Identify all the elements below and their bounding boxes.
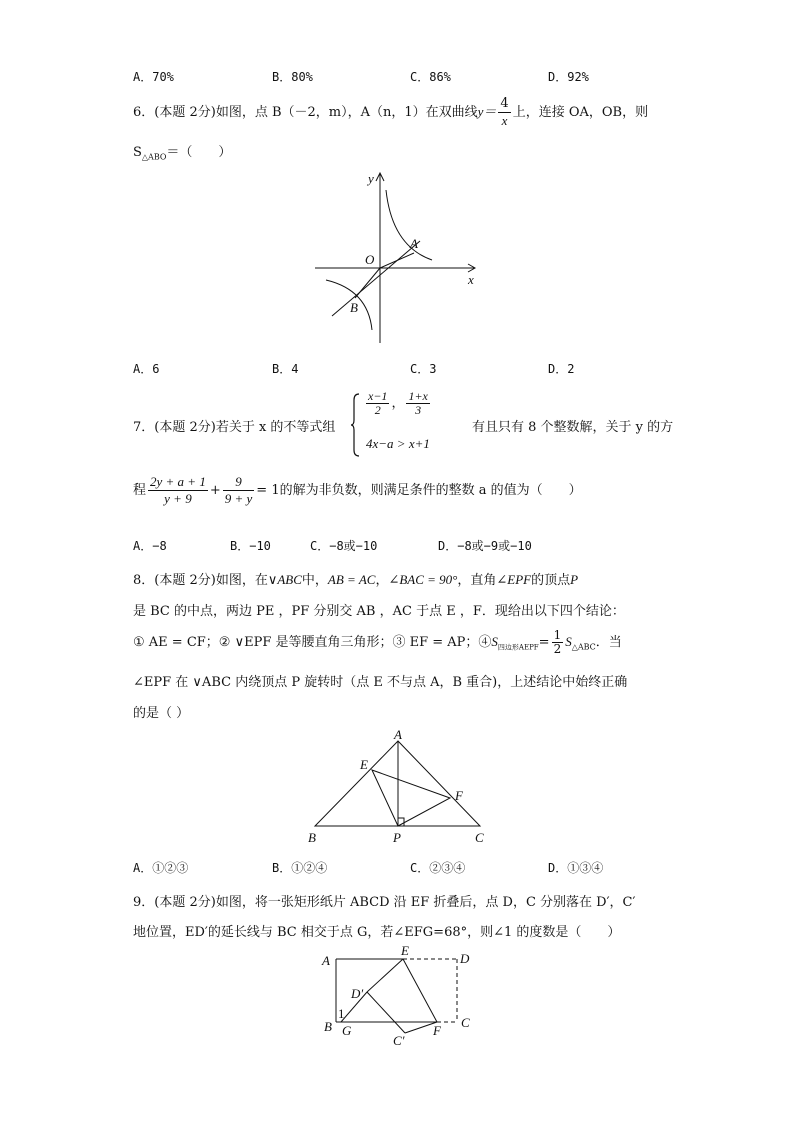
q6-label-a: A	[410, 236, 418, 251]
q6-segment-oa	[380, 253, 414, 268]
q9-label-e: E	[401, 945, 409, 958]
q7-prefix: 7．(本题 2分)若关于 x 的不等式组	[133, 420, 336, 435]
q7-sys-frac1-num: x−1	[368, 389, 388, 403]
q7-line2-prefix: 程	[133, 483, 147, 498]
q6-label-b: B	[350, 300, 358, 315]
q7-sys-frac2-num: 1+x	[408, 389, 428, 403]
q8-line1-a: 8．(本题 2分)如图，在	[133, 573, 268, 588]
q8-label-b: B	[308, 830, 316, 845]
q9-label-c-prime: C′	[393, 1033, 405, 1048]
q7-eq-frac1-num: 2y + a + 1	[150, 474, 206, 489]
q8-line1-i: P	[570, 572, 579, 587]
q7-suffix: 有且只有 8 个整数解，关于 y 的方	[472, 420, 674, 435]
q7-option-b: B．−10	[230, 539, 271, 553]
q8-line1-tri: ∨ABC	[267, 572, 302, 587]
q6-prefix: 6．(本题 2分)如图，点 B（－2，m），A（n，1）在双曲线	[133, 105, 478, 120]
q6-label-x: x	[468, 272, 474, 287]
q7-eq-frac1-den: y + 9	[164, 491, 192, 506]
q6-label-o: O	[365, 252, 375, 267]
q6-stem-line2	[133, 141, 231, 162]
q7-option-c: C．−8或−10	[310, 539, 378, 553]
q6-segment-ob	[355, 268, 380, 298]
q9-label-b: B	[324, 1019, 332, 1034]
q6-s: S	[133, 145, 142, 160]
q6-fraction	[498, 96, 510, 129]
q7-line2	[133, 474, 582, 507]
q6-stem	[133, 96, 648, 129]
q8-figure	[300, 725, 500, 850]
q9-label-angle-1: 1	[338, 1006, 345, 1021]
q6-frac-den: x	[501, 113, 508, 128]
q6-option-a: A．6	[133, 362, 160, 376]
q6-line-through-ab	[332, 241, 420, 316]
q8-line1	[133, 569, 578, 588]
q8-line4: ∠EPF 在 ∨ABC 内绕顶点 P 旋转时（点 E 不与点 A，B 重合)，上述结论中始终正确	[133, 675, 628, 690]
q8-line1-f: ，直角	[457, 573, 497, 588]
q8-line3-s: S	[491, 634, 498, 649]
q9-label-a: A	[322, 953, 330, 968]
q8-line3-s2: S	[565, 634, 572, 649]
q7-option-a: A．−8	[133, 539, 167, 553]
q8-line1-g: ∠EPF	[496, 572, 532, 587]
q6-option-d: D．2	[548, 362, 575, 376]
q5-option-b: B．80%	[272, 70, 313, 84]
q6-option-c: C．3	[410, 362, 437, 376]
q8-line3-end: ．当	[595, 635, 622, 650]
q9-edge-ed-prime	[367, 959, 403, 992]
q8-label-p: P	[393, 830, 401, 845]
q6-s-rest: ＝（ ）	[166, 145, 232, 160]
q7-eq-frac2-den: 9 + y	[224, 491, 253, 506]
q7-sys-row1	[364, 390, 432, 417]
q5-option-a: A．70%	[133, 70, 174, 84]
q9-line2: 地位置，ED′的延长线与 BC 相交于点 G，若∠EFG=68°，则∠1 的度数是（ ）	[133, 925, 621, 940]
q7-sys-frac2-den: 3	[415, 403, 422, 417]
q9-fold-line-ef	[403, 959, 437, 1022]
q8-line1-b: 中，	[301, 573, 328, 588]
q7-brace	[350, 392, 360, 458]
q9-label-c: C	[461, 1015, 470, 1030]
q8-line1-h: 的顶点	[531, 573, 571, 588]
q6-frac-num: 4	[500, 96, 509, 111]
q8-line1-e: ∠BAC = 90°	[388, 572, 458, 587]
q6-label-y: y	[368, 171, 374, 186]
q7-sys-comma: ，	[391, 396, 405, 411]
q6-hyperbola-upper	[386, 190, 432, 260]
q9-edge-d-prime-c-prime	[367, 992, 405, 1033]
q8-line1-c: AB = AC	[327, 572, 376, 587]
q8-line3-frac-den: 2	[553, 642, 562, 656]
q9-line1: 9．(本题 2分)如图，将一张矩形纸片 ABCD 沿 EF 折叠后，点 D，C 分别落在 D′，C′	[133, 895, 636, 910]
q7-option-d: D．−8或−9或−10	[438, 539, 532, 553]
q8-label-f: F	[455, 788, 463, 803]
q8-triangle-epf	[372, 770, 450, 826]
q9-figure	[315, 945, 485, 1050]
q6-s-sub: △ABO	[141, 152, 167, 162]
q8-label-a: A	[394, 727, 402, 742]
q6-y-eq: y＝	[477, 104, 497, 119]
q8-line3-eq: =	[538, 635, 550, 650]
q7-eq-plus: +	[209, 483, 221, 498]
q8-line5: 的是（ ）	[133, 706, 190, 721]
q7-inequality-system	[350, 390, 470, 460]
q8-line3-sub2: △ABC	[571, 642, 596, 652]
q6-suffix: 上，连接 OA，OB，则	[512, 105, 649, 120]
q8-line3-sub: 四边形AEPF	[497, 643, 539, 652]
q6-figure	[310, 168, 490, 348]
q9-label-d: D	[460, 951, 470, 966]
q8-line3	[133, 629, 622, 656]
q8-option-d: D．①③④	[548, 861, 604, 875]
q7-eq-rhs: = 1	[256, 483, 280, 498]
q8-option-b: B．①②④	[272, 861, 328, 875]
q8-label-c: C	[475, 830, 484, 845]
q8-option-a: A．①②③	[133, 861, 189, 875]
q8-line3-a: ① AE = CF；② ∨EPF 是等腰直角三角形；③ EF = AP；④	[133, 635, 492, 650]
q7-sys-frac1-den: 2	[374, 403, 381, 417]
q8-option-c: C．②③④	[410, 861, 466, 875]
q7-line2-suffix: 的解为非负数，则满足条件的整数 a 的值为（ ）	[279, 483, 582, 498]
q8-line2: 是 BC 的中点，两边 PE ，PF 分别交 AB ，AC 于点 E ，F．现给出以下四个结论：	[133, 604, 625, 619]
q6-option-b: B．4	[272, 362, 299, 376]
q7-eq-frac2-num: 9	[223, 474, 255, 491]
q5-option-d: D．92%	[548, 70, 589, 84]
q8-line3-frac-num: 1	[553, 628, 562, 642]
q7-sys-row2: 4x−a > x+1	[366, 436, 430, 451]
q5-option-c: C．86%	[410, 70, 451, 84]
q9-label-g: G	[342, 1023, 352, 1038]
q9-label-d-prime: D′	[351, 986, 364, 1001]
q8-line1-d: ，	[375, 573, 389, 588]
q8-label-e: E	[360, 757, 368, 772]
q9-label-f: F	[433, 1023, 441, 1038]
